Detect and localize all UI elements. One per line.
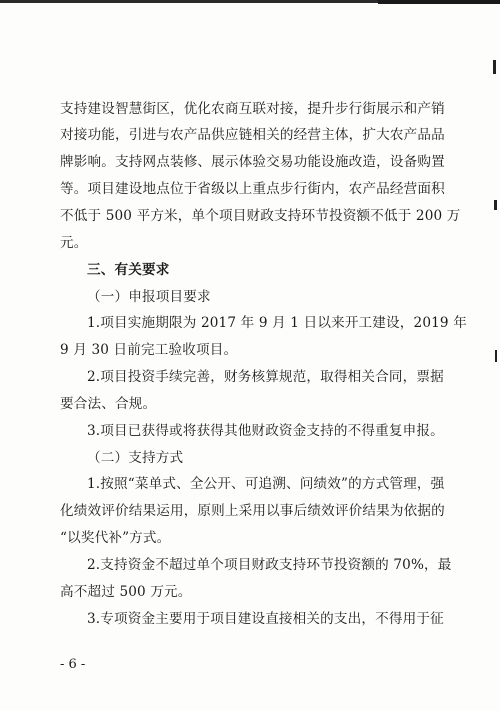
body-line: 9 月 30 日前完工验收项目。 bbox=[60, 342, 238, 358]
body-line: 高不超过 500 万元。 bbox=[60, 584, 192, 600]
body-line: 支持建设智慧街区，优化农商互联对接，提升步行街展示和产销 bbox=[60, 101, 445, 117]
top-border-mark bbox=[378, 0, 500, 4]
body-line: 要合法、合规。 bbox=[60, 396, 157, 412]
scan-edge-mark bbox=[495, 350, 497, 362]
body-line: 对接功能，引进与农产品供应链相关的经营主体，扩大农产品品 bbox=[60, 127, 445, 143]
subsection-heading: （一）申报项目要求 bbox=[87, 289, 211, 305]
scan-edge-mark bbox=[494, 200, 497, 210]
section-heading: 三、有关要求 bbox=[87, 262, 170, 278]
scan-edge-mark bbox=[493, 60, 496, 74]
body-line: 等。项目建设地点位于省级以上重点步行街内，农产品经营面积 bbox=[60, 181, 445, 197]
body-line: 1.项目实施期限为 2017 年 9 月 1 日以来开工建设，2019 年 bbox=[87, 315, 467, 331]
subsection-heading: （二）支持方式 bbox=[87, 450, 184, 466]
body-line: 元。 bbox=[60, 235, 88, 251]
body-line: 3.专项资金主要用于项目建设直接相关的支出，不得用于征 bbox=[87, 611, 444, 627]
body-line: 2.支持资金不超过单个项目财政支持环节投资额的 70%，最 bbox=[87, 557, 452, 573]
body-line: 牌影响。支持网点装修、展示体验交易功能设施改造，设备购置 bbox=[60, 154, 445, 170]
body-line: 不低于 500 平方米，单个项目财政支持环节投资额不低于 200 万 bbox=[60, 208, 461, 224]
body-line: “以奖代补”方式。 bbox=[60, 530, 171, 546]
page-number: - 6 - bbox=[60, 657, 86, 672]
body-line: 化绩效评价结果运用，原则上采用以事后绩效评价结果为依据的 bbox=[60, 503, 445, 519]
body-line: 1.按照“菜单式、全公开、可追溯、问绩效”的方式管理，强 bbox=[87, 476, 445, 492]
body-line: 3.项目已获得或将获得其他财政资金支持的不得重复申报。 bbox=[87, 423, 444, 439]
body-line: 2.项目投资手续完善，财务核算规范，取得相关合同，票据 bbox=[87, 369, 444, 385]
